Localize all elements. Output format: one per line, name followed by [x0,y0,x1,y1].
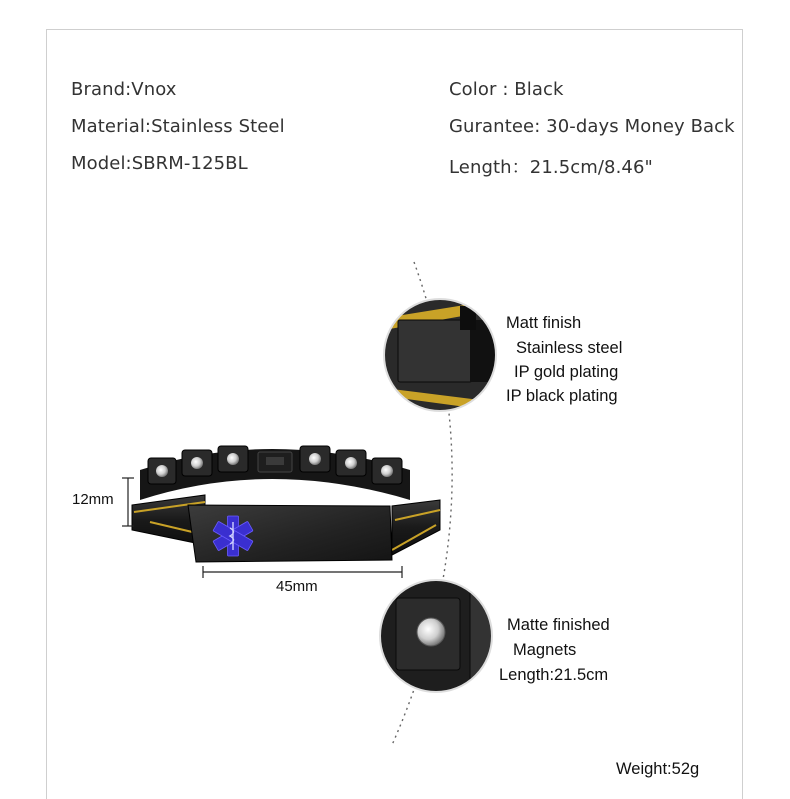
callout-magnets-line-1: Matte finished [507,616,610,634]
callout-magnets-line-3: Length:21.5cm [499,666,609,684]
weight-label: Weight:52g [616,760,700,778]
callout-finish-line-1: Matt finish [506,314,582,332]
callout-magnets-line-2: Magnets [513,641,577,659]
height-dimension-label: 12mm [72,491,114,508]
spec-color: Color : Black [449,79,564,100]
callout-finish-line-3: IP gold plating [514,363,619,381]
callout-finish-line-4: IP black plating [506,387,618,405]
spec-length: Length：21.5cm/8.46" [449,157,653,178]
callout-finish-line-2: Stainless steel [516,339,623,357]
detail-circle-finish [384,299,496,411]
spec-brand: Brand:Vnox [71,79,177,100]
detail-circle-magnets [380,580,500,692]
spec-model: Model:SBRM-125BL [71,153,248,174]
spec-material: Material:Stainless Steel [71,116,285,137]
bracelet-back-links [140,446,410,500]
width-dimension-label: 45mm [276,578,318,595]
spec-guarantee: Gurantee: 30-days Money Back [449,116,735,137]
